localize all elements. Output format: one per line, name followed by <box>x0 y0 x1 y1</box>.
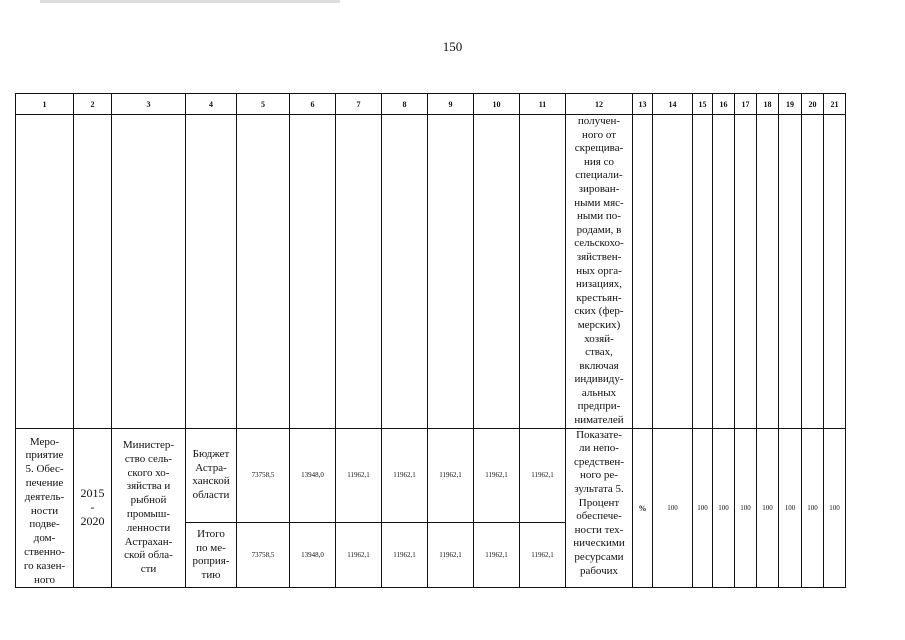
target-value: 100 <box>735 428 757 588</box>
activity-row-budget <box>16 428 846 523</box>
funding-value: 11962,1 <box>520 523 566 588</box>
continuation-row <box>16 115 846 429</box>
activity-period: 2015 - 2020 <box>74 428 112 588</box>
column-header: 18 <box>757 94 779 115</box>
column-header: 3 <box>112 94 186 115</box>
activity-executor: Министер- ство сель- ского хо- зяйства и рыбной промыш- ленности Астрахан- ской обла- сти <box>112 428 186 588</box>
funding-value: 11962,1 <box>428 428 474 523</box>
column-header: 13 <box>633 94 653 115</box>
column-header: 8 <box>382 94 428 115</box>
funding-value: 11962,1 <box>428 523 474 588</box>
column-header: 19 <box>779 94 802 115</box>
indicator-unit: % <box>633 428 653 588</box>
funding-value: 11962,1 <box>336 428 382 523</box>
column-header: 1 <box>16 94 74 115</box>
scan-artifact <box>40 0 340 3</box>
funding-source: Бюджет Астра- ханской области <box>186 428 237 523</box>
funding-value: 13948,0 <box>290 523 336 588</box>
column-number-row <box>16 94 846 115</box>
target-value: 100 <box>779 428 802 588</box>
funding-value: 11962,1 <box>474 428 520 523</box>
funding-value: 73758,5 <box>237 523 290 588</box>
column-header: 14 <box>653 94 693 115</box>
column-header: 6 <box>290 94 336 115</box>
target-value: 100 <box>713 428 735 588</box>
column-header: 7 <box>336 94 382 115</box>
column-header: 10 <box>474 94 520 115</box>
continuation-text: получен- ного от скрещива- ния со специали- зирован- ными мяс- ными по- родами, в сельскохо- зяйствен- ных орга- низациях, крестьян- ских (фер- мерских) хозяй- ствах, включая индивиду- альных предпри- нимателей <box>566 115 633 429</box>
funding-value: 13948,0 <box>290 428 336 523</box>
program-table <box>15 93 846 588</box>
target-value: 100 <box>693 428 713 588</box>
column-header: 9 <box>428 94 474 115</box>
column-header: 11 <box>520 94 566 115</box>
column-header: 2 <box>74 94 112 115</box>
column-header: 21 <box>824 94 846 115</box>
column-header: 5 <box>237 94 290 115</box>
page-number: 150 <box>442 39 463 54</box>
indicator-text: Показате- ли непо- средствен- ного ре- зультата 5. Процент обеспече- ности тех- ническими ресурсами рабочих <box>566 428 633 588</box>
column-header: 15 <box>693 94 713 115</box>
funding-value: 11962,1 <box>336 523 382 588</box>
column-header: 4 <box>186 94 237 115</box>
target-value: 100 <box>653 428 693 588</box>
funding-value: 11962,1 <box>382 428 428 523</box>
column-header: 12 <box>566 94 633 115</box>
target-value: 100 <box>824 428 846 588</box>
target-value: 100 <box>757 428 779 588</box>
funding-value: 11962,1 <box>382 523 428 588</box>
funding-value: 73758,5 <box>237 428 290 523</box>
column-header: 16 <box>713 94 735 115</box>
target-value: 100 <box>802 428 824 588</box>
activity-name: Меро- приятие 5. Обес- печение деятель- ности подве- дом- ственно- го казен- ного <box>16 428 74 588</box>
funding-value: 11962,1 <box>520 428 566 523</box>
funding-source: Итого по ме- роприя- тию <box>186 523 237 588</box>
column-header: 20 <box>802 94 824 115</box>
funding-value: 11962,1 <box>474 523 520 588</box>
column-header: 17 <box>735 94 757 115</box>
